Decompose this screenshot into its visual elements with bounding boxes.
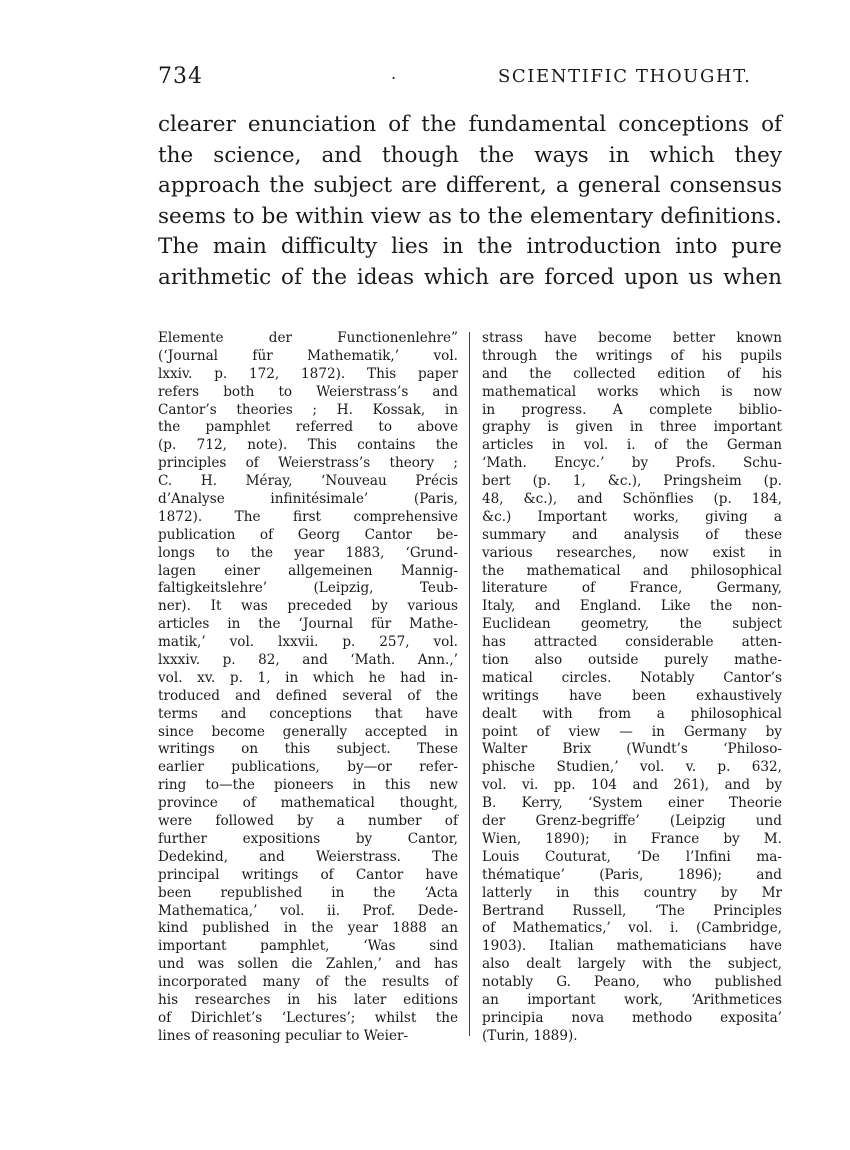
footnote-line: the mathematical and philosophical xyxy=(482,562,782,579)
footnote-line: Mathematica,’ vol. ii. Prof. Dede- xyxy=(158,902,458,919)
footnote-line: B. Kerry, ‘System einer Theorie xyxy=(482,795,782,812)
footnote-line: articles in vol. i. of the German xyxy=(482,437,782,454)
footnote-line: incorporated many of the results of xyxy=(158,974,458,991)
body-line: the science, and though the ways in which they xyxy=(158,142,782,168)
footnote-line: the pamphlet referred to above xyxy=(158,419,458,436)
footnote-line: also dealt largely with the subject, xyxy=(482,956,782,973)
footnote-line: Elemente der Functionenlehre” xyxy=(158,330,458,346)
footnote-line: (p. 712, note). This contains the xyxy=(158,437,458,454)
footnote-line: Wien, 1890); in France by M. xyxy=(482,830,782,847)
footnote-line: his researches in his later editions xyxy=(158,991,458,1008)
footnote-line: Italy, and England. Like the non- xyxy=(482,598,782,615)
footnotes xyxy=(158,330,782,1050)
footnote-line: vol. xv. p. 1, in which he had in- xyxy=(158,669,458,686)
footnote-line: and the collected edition of his xyxy=(482,365,782,382)
footnote-line: articles in the ‘Journal für Mathe- xyxy=(158,616,458,633)
footnote-line: principles of Weierstrass’s theory ; xyxy=(158,455,458,472)
footnote-right-column xyxy=(482,330,782,1046)
body-text xyxy=(158,110,782,293)
footnote-line: vol. vi. pp. 104 and 261), and by xyxy=(482,777,782,794)
footnote-line: an important work, ‘Arithmetices xyxy=(482,991,782,1008)
footnote-left-column xyxy=(158,330,458,1046)
footnote-line: (Turin, 1889). xyxy=(482,1027,578,1044)
footnote-line: mathematical works which is now xyxy=(482,383,782,400)
footnote-line: tion also outside purely mathe- xyxy=(482,652,782,669)
footnote-line: been republished in the ‘Acta xyxy=(158,884,458,901)
footnote-line: writings on this subject. These xyxy=(158,741,458,758)
footnote-line: kind published in the year 1888 an xyxy=(158,920,458,937)
footnote-line: faltigkeitslehre’ (Leipzig, Teub- xyxy=(158,580,458,597)
footnote-line: ring to—the pioneers in this new xyxy=(158,777,458,794)
body-line: seems to be within view as to the elementary definitions. xyxy=(158,203,782,229)
footnote-line: d’Analyse infinitésimale’ (Paris, xyxy=(158,491,458,508)
footnote-line: notably G. Peano, who published xyxy=(482,974,782,991)
page-header xyxy=(158,64,782,94)
footnote-line: publication of Georg Cantor be- xyxy=(158,526,458,543)
footnote-line: phische Studien,’ vol. v. p. 632, xyxy=(482,759,782,776)
footnote-line: through the writings of his pupils xyxy=(482,347,782,364)
running-title: SCIENTIFIC THOUGHT. xyxy=(498,66,752,87)
footnote-line: lxxiv. p. 172, 1872). This paper xyxy=(158,365,458,382)
footnote-line: troduced and defined several of the xyxy=(158,687,458,704)
footnote-line: latterly in this country by Mr xyxy=(482,884,782,901)
footnote-line: lines of reasoning peculiar to Weier- xyxy=(158,1027,409,1044)
footnote-line: strass have become better known xyxy=(482,330,782,346)
footnote-line: C. H. Méray, ‘Nouveau Précis xyxy=(158,473,458,490)
footnote-line: graphy is given in three important xyxy=(482,419,782,436)
footnote-line: und was sollen die Zahlen,’ and has xyxy=(158,956,458,973)
footnote-line: province of mathematical thought, xyxy=(158,795,458,812)
footnote-line: terms and conceptions that have xyxy=(158,705,458,722)
footnote-line: Euclidean geometry, the subject xyxy=(482,616,782,633)
footnote-line: principal writings of Cantor have xyxy=(158,866,458,883)
footnote-line: has attracted considerable atten- xyxy=(482,634,782,651)
body-line: approach the subject are different, a general consensus xyxy=(158,173,782,198)
footnote-line: important pamphlet, ‘Was sind xyxy=(158,938,458,955)
footnote-line: further expositions by Cantor, xyxy=(158,830,458,847)
footnote-line: Dedekind, and Weierstrass. The xyxy=(158,848,458,865)
footnote-line: in progress. A complete biblio- xyxy=(482,401,782,418)
page-number: 734 xyxy=(158,64,203,89)
footnote-line: various researches, now exist in xyxy=(482,544,782,561)
footnote-line: Walter Brix (Wundt’s ‘Philoso- xyxy=(482,741,782,758)
footnote-line: were followed by a number of xyxy=(158,813,458,830)
footnote-line: Bertrand Russell, ‘The Principles xyxy=(482,902,782,919)
footnote-line: &c.) Important works, giving a xyxy=(482,508,782,525)
footnote-line: point of view — in Germany by xyxy=(482,723,782,740)
body-line: The main difficulty lies in the introduction into pure xyxy=(158,234,782,259)
footnote-line: principia nova methodo exposita’ xyxy=(482,1009,782,1026)
footnote-line: longs to the year 1883, ‘Grund- xyxy=(158,544,458,561)
body-line: clearer enunciation of the fundamental conceptions of xyxy=(158,112,782,137)
footnote-line: ‘Math. Encyc.’ by Profs. Schu- xyxy=(482,455,782,472)
footnote-line: matical circles. Notably Cantor’s xyxy=(482,669,782,686)
column-divider xyxy=(469,332,470,1036)
footnote-line: 1872). The first comprehensive xyxy=(158,508,458,525)
footnote-line: 48, &c.), and Schönflies (p. 184, xyxy=(482,491,782,508)
footnote-line: dealt with from a philosophical xyxy=(482,705,782,722)
footnote-line: Cantor’s theories ; H. Kossak, in xyxy=(158,401,458,418)
footnote-line: since become generally accepted in xyxy=(158,723,458,740)
footnote-line: literature of France, Germany, xyxy=(482,580,782,597)
footnote-line: ner). It was preceded by various xyxy=(158,598,458,615)
footnote-line: earlier publications, by—or refer- xyxy=(158,759,458,776)
header-separator: . xyxy=(391,64,398,83)
footnote-line: Louis Couturat, ‘De l’Infini ma- xyxy=(482,848,782,865)
footnote-line: writings have been exhaustively xyxy=(482,687,782,704)
footnote-line: (‘Journal für Mathematik,’ vol. xyxy=(158,347,458,364)
footnote-line: der Grenz-begriffe’ (Leipzig und xyxy=(482,813,782,830)
footnote-line: of Dirichlet’s ‘Lectures’; whilst the xyxy=(158,1009,458,1026)
footnote-line: matik,’ vol. lxxvii. p. 257, vol. xyxy=(158,634,458,651)
footnote-line: thématique’ (Paris, 1896); and xyxy=(482,866,782,883)
footnote-line: bert (p. 1, &c.), Pringsheim (p. xyxy=(482,473,782,490)
footnote-line: lagen einer allgemeinen Mannig- xyxy=(158,562,458,579)
footnote-line: 1903). Italian mathematicians have xyxy=(482,938,782,955)
footnote-line: of Mathematics,’ vol. i. (Cambridge, xyxy=(482,920,782,937)
footnote-line: summary and analysis of these xyxy=(482,526,782,543)
footnote-line: refers both to Weierstrass’s and xyxy=(158,383,458,400)
footnote-line: lxxxiv. p. 82, and ‘Math. Ann.,’ xyxy=(158,652,458,669)
body-line: arithmetic of the ideas which are forced upon us when xyxy=(158,264,782,290)
